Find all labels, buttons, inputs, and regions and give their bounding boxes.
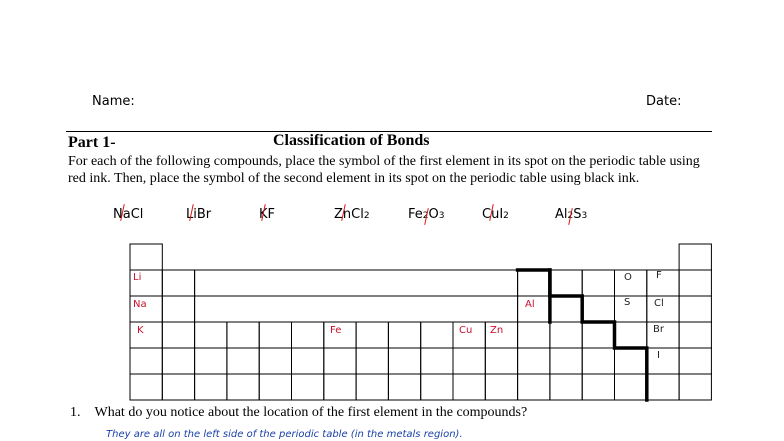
table-cell bbox=[615, 322, 647, 348]
table-cell bbox=[227, 348, 259, 374]
compound-second-element: O bbox=[428, 207, 439, 222]
compound-second-element: F bbox=[267, 207, 276, 222]
compound-first-subscript: 2 bbox=[422, 211, 429, 221]
table-cell bbox=[615, 374, 647, 400]
table-cell bbox=[518, 374, 550, 400]
table-cell bbox=[485, 374, 517, 400]
table-mark-f: F bbox=[656, 270, 662, 281]
table-cell bbox=[647, 270, 679, 296]
part-label: Part 1- bbox=[68, 134, 116, 151]
table-cell bbox=[421, 322, 453, 348]
table-cell bbox=[582, 296, 614, 322]
table-mark-i: I bbox=[657, 350, 660, 361]
table-cell bbox=[162, 270, 194, 296]
compound-second-element: Cl bbox=[130, 207, 144, 222]
compound-first-element: Zn bbox=[334, 207, 352, 222]
table-cell bbox=[292, 322, 324, 348]
compound-second-element: Cl bbox=[351, 207, 364, 222]
table-cell bbox=[679, 270, 711, 296]
table-mark-s: S bbox=[624, 297, 631, 308]
table-cell bbox=[679, 296, 711, 322]
table-cell bbox=[195, 348, 227, 374]
compound-subscript: 2 bbox=[503, 211, 509, 221]
table-cell bbox=[518, 322, 550, 348]
table-cell bbox=[582, 322, 614, 348]
compound-second-element: S bbox=[573, 207, 582, 222]
table-cell bbox=[679, 374, 711, 400]
table-mark-fe: Fe bbox=[330, 325, 342, 336]
table-cell bbox=[518, 348, 550, 374]
compound-subscript: 2 bbox=[363, 211, 370, 221]
table-cell bbox=[582, 348, 614, 374]
table-cell bbox=[550, 374, 582, 400]
question-text: What do you notice about the location of the first element in the compounds? bbox=[94, 405, 528, 420]
instructions: For each of the following compounds, place the symbol of the first element in its spot on the periodic table using red ink. Then, place the symbol of the second element in its spot on the periodic table using black ink. bbox=[68, 154, 700, 186]
table-cell bbox=[550, 322, 582, 348]
table-cell bbox=[615, 348, 647, 374]
table-cell bbox=[421, 348, 453, 374]
table-mark-li: Li bbox=[133, 272, 142, 283]
table-cell bbox=[356, 374, 388, 400]
table-cell bbox=[388, 322, 420, 348]
table-cell bbox=[615, 296, 647, 322]
name-label: Name: bbox=[92, 94, 135, 109]
table-cell bbox=[130, 322, 162, 348]
table-mark-cl: Cl bbox=[654, 298, 664, 309]
table-mark-zn: Zn bbox=[490, 325, 504, 336]
table-cell bbox=[259, 348, 291, 374]
table-cell bbox=[550, 296, 582, 322]
table-cell bbox=[130, 348, 162, 374]
compound-second-element: Br bbox=[196, 207, 212, 222]
table-cell bbox=[292, 374, 324, 400]
compound-first-element: Li bbox=[186, 207, 197, 222]
table-cell bbox=[647, 374, 679, 400]
table-cell bbox=[259, 322, 291, 348]
compound-subscript: 3 bbox=[581, 211, 588, 221]
table-cell bbox=[679, 322, 711, 348]
table-cell bbox=[485, 348, 517, 374]
table-mark-cu: Cu bbox=[459, 325, 473, 336]
table-mark-al: Al bbox=[525, 299, 535, 310]
table-mark-na: Na bbox=[133, 299, 147, 310]
table-cell bbox=[518, 270, 550, 296]
table-cell bbox=[388, 348, 420, 374]
compound-first-element: Na bbox=[113, 207, 131, 222]
table-cell bbox=[356, 322, 388, 348]
table-cell bbox=[130, 244, 162, 270]
table-cell bbox=[421, 374, 453, 400]
table-mark-k: K bbox=[137, 325, 144, 336]
table-mark-o: O bbox=[624, 272, 632, 283]
table-cell bbox=[227, 374, 259, 400]
table-cell bbox=[162, 374, 194, 400]
table-cell bbox=[324, 374, 356, 400]
table-cell bbox=[679, 348, 711, 374]
table-cell bbox=[582, 374, 614, 400]
table-cell bbox=[582, 270, 614, 296]
table-cell bbox=[162, 296, 194, 322]
table-cell bbox=[550, 348, 582, 374]
compound-second-element: I bbox=[499, 207, 504, 222]
question-number: 1. bbox=[70, 405, 81, 420]
table-cell bbox=[292, 348, 324, 374]
table-cell bbox=[259, 374, 291, 400]
compound-first-subscript: 2 bbox=[567, 211, 574, 221]
question-1 bbox=[70, 405, 527, 421]
compound-first-element: Al bbox=[555, 207, 568, 222]
table-cell bbox=[162, 348, 194, 374]
compound-first-element: Fe bbox=[408, 207, 423, 222]
table-cell bbox=[324, 348, 356, 374]
table-cell bbox=[162, 322, 194, 348]
compound-first-element: K bbox=[259, 207, 268, 222]
table-cell bbox=[679, 244, 711, 270]
table-cell bbox=[130, 374, 162, 400]
table-cell bbox=[550, 270, 582, 296]
section-title: Classification of Bonds bbox=[273, 132, 430, 149]
table-cell bbox=[453, 374, 485, 400]
table-cell bbox=[647, 348, 679, 374]
table-cell bbox=[195, 374, 227, 400]
compound-subscript: 3 bbox=[438, 211, 445, 221]
table-cell bbox=[227, 322, 259, 348]
table-cell bbox=[195, 270, 518, 296]
answer-1: They are all on the left side of the periodic table (in the metals region). bbox=[106, 429, 463, 440]
compound-first-element: Cu bbox=[482, 207, 500, 222]
table-cell bbox=[195, 296, 518, 322]
table-cell bbox=[195, 322, 227, 348]
table-cell bbox=[388, 374, 420, 400]
date-label: Date: bbox=[646, 94, 682, 109]
grid-lines bbox=[130, 244, 711, 400]
table-mark-br: Br bbox=[653, 324, 664, 335]
table-cell bbox=[453, 348, 485, 374]
table-cell bbox=[356, 348, 388, 374]
